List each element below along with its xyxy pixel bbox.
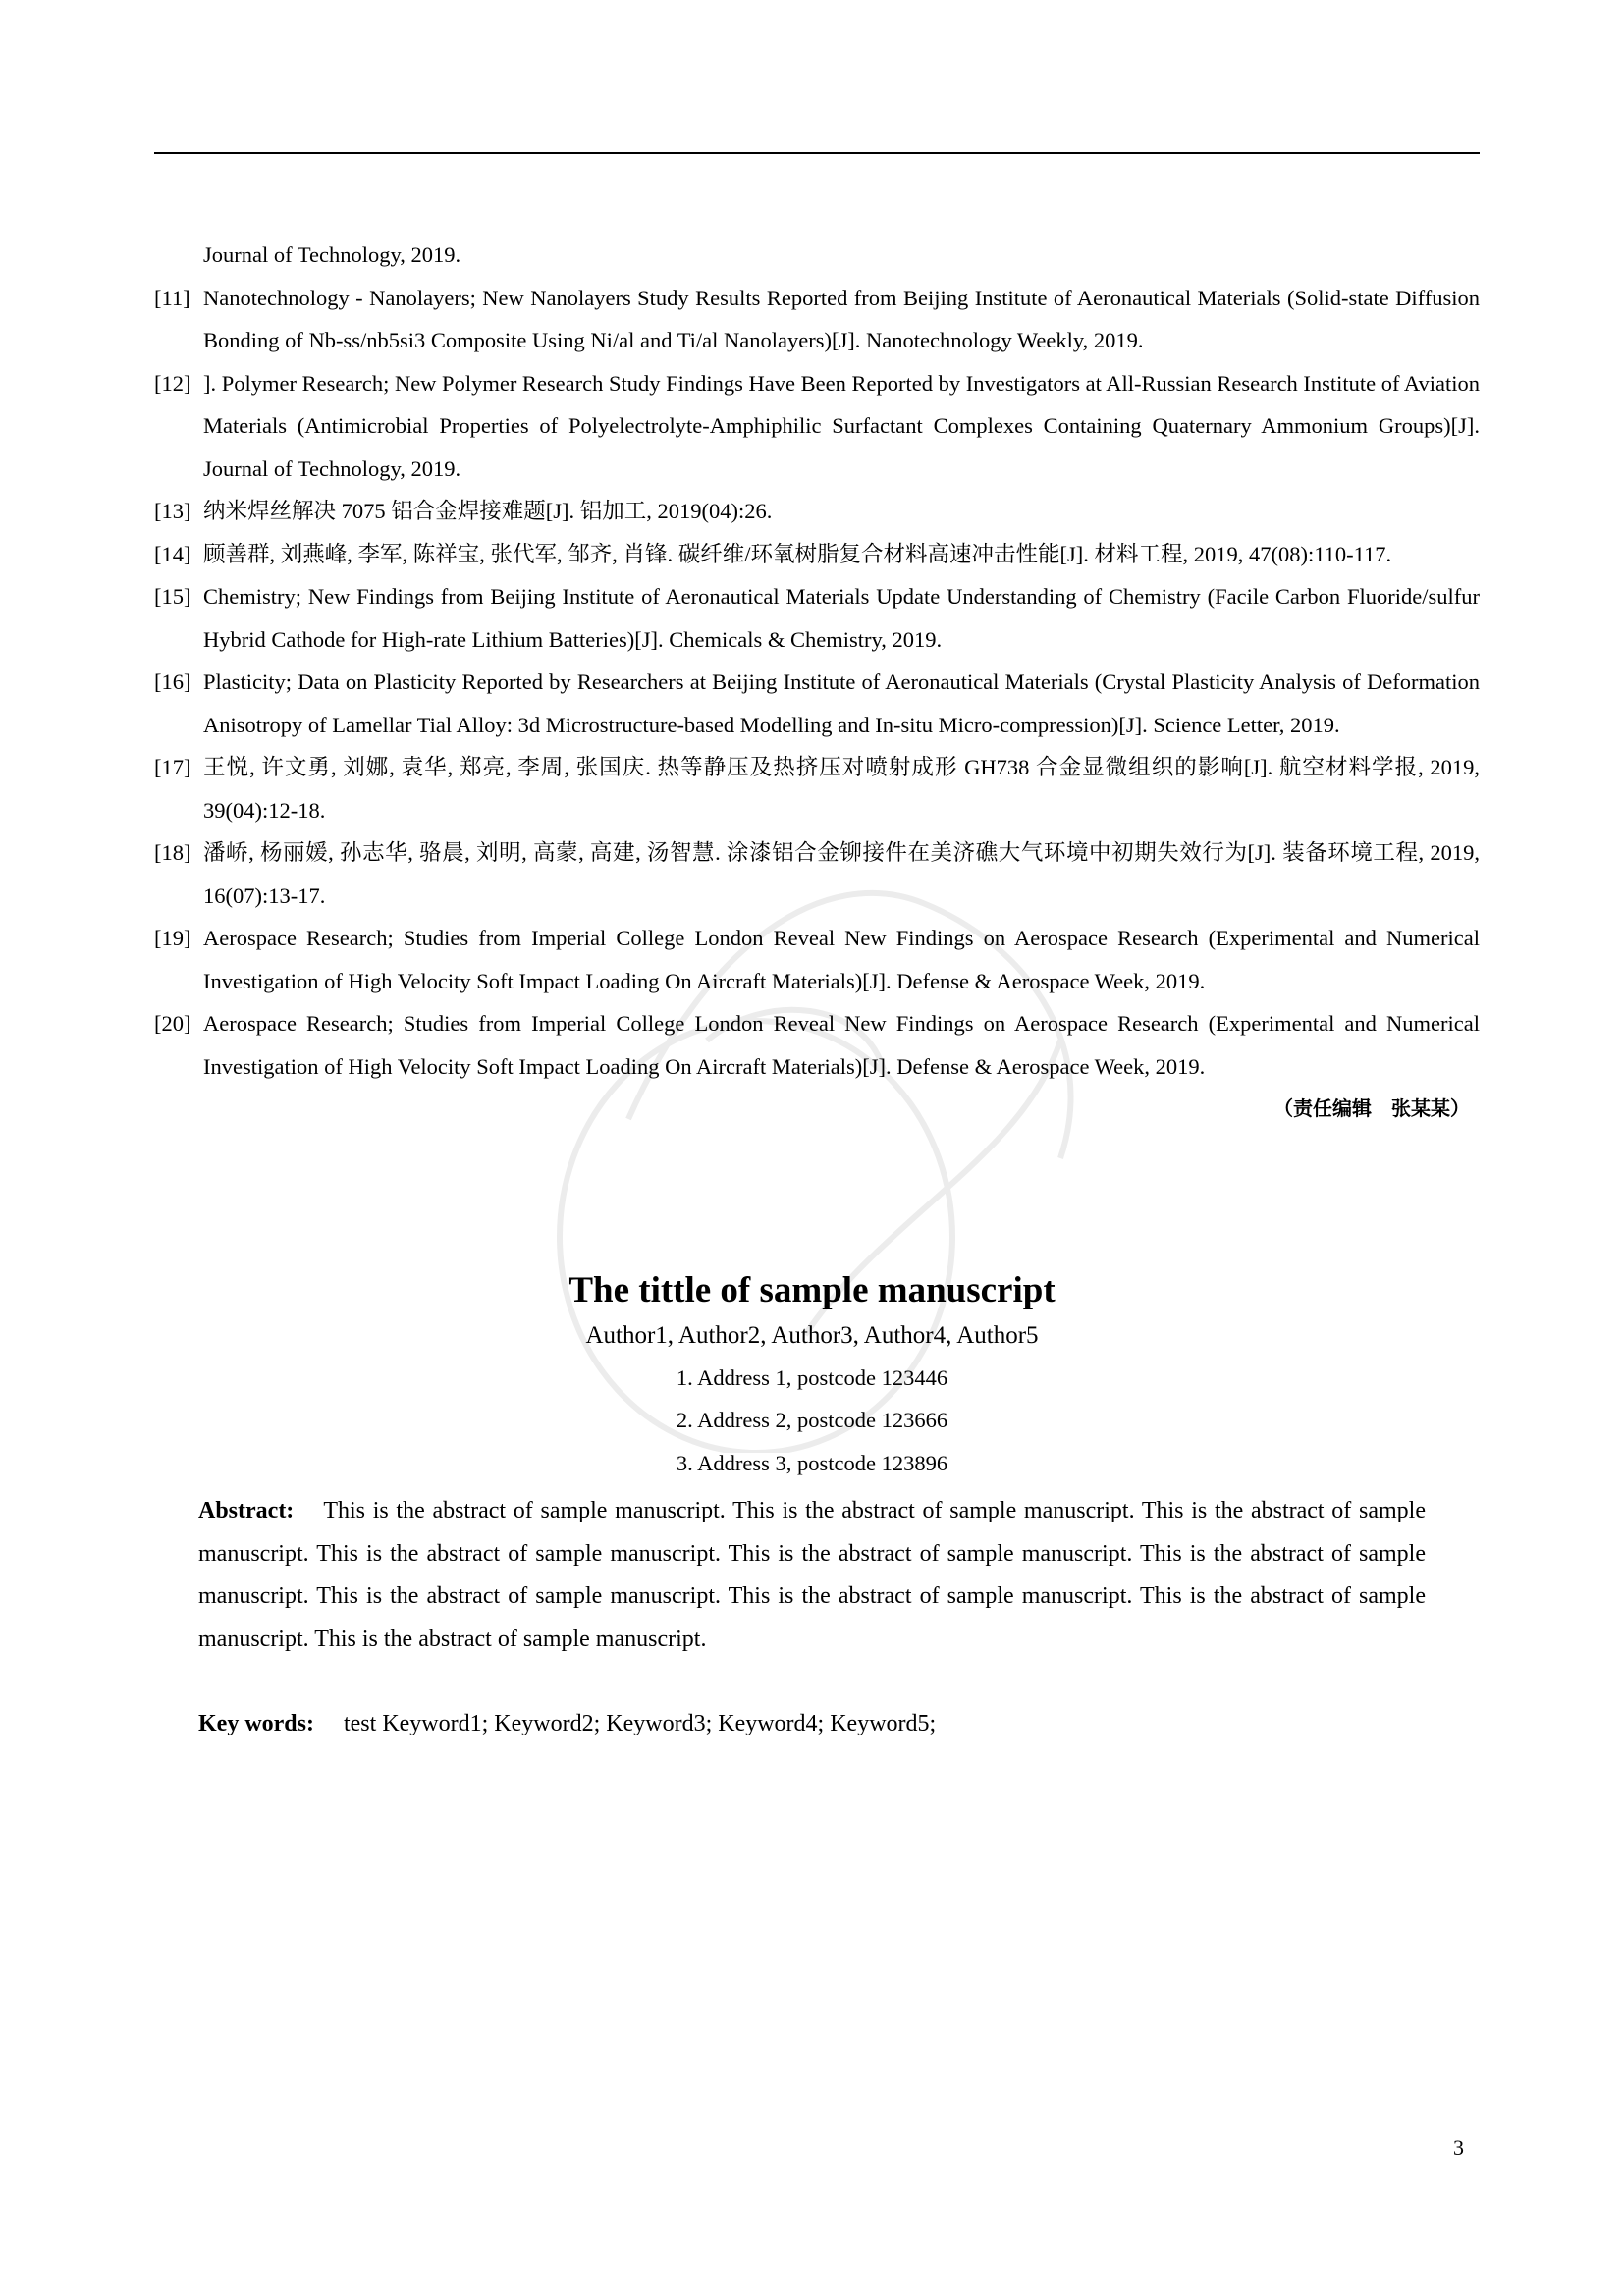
reference-item [154,917,1480,1002]
editor-note: （责任编辑 张某某） [1273,1096,1470,1120]
reference-list [154,234,1480,1131]
keywords-label: Key words: [198,1711,314,1736]
reference-text: ]. Polymer Research; New Polymer Research Study Findings Have Been Reported by Investigators at All-Russian Research Institute of Aviation Materials (Antimicrobial Properties of Polyelectrolyte-Amphiphilic Surfactant Complexes Containing Quaternary Ammonium Groups)[J]. Journal of Technology, 2019. [203,370,1480,481]
address-2: 2. Address 2, postcode 123666 [676,1408,948,1432]
manuscript-authors: Author1, Author2, Author3, Author4, Author5 [585,1322,1039,1349]
reference-number: [20] [154,1011,191,1036]
reference-number: [12] [154,370,191,396]
reference-item [154,533,1480,576]
header-rule [154,152,1480,154]
keywords [198,1703,1426,1746]
reference-item [154,362,1480,491]
reference-number: [16] [154,669,191,694]
reference-item [154,277,1480,362]
reference-text: 顾善群, 刘燕峰, 李军, 陈祥宝, 张代军, 邹齐, 肖锋. 碳纤维/环氧树脂复合材料高速冲击性能[J]. 材料工程, 2019, 47(08):110-117. [203,541,1392,566]
reference-number: [17] [154,755,191,779]
reference-text: Nanotechnology - Nanolayers; New Nanolayers Study Results Reported from Beijing Institute of Aeronautical Materials (Solid-state Diffusion Bonding of Nb-ss/nb5si3 Composite Using Ni/al and Ti/al Nanolayers)[J]. Nanotechnology Weekly, 2019. [203,285,1480,352]
reference-number: [18] [154,840,191,865]
abstract-label: Abstract: [198,1498,295,1523]
reference-item [154,490,1480,533]
reference-text: Chemistry; New Findings from Beijing Institute of Aeronautical Materials Update Understanding of Chemistry (Facile Carbon Fluoride/sulfur Hybrid Cathode for High-rate Lithium Batteries)[J]. Chemicals & Chemistry, 2019. [203,584,1480,652]
reference-text: Aerospace Research; Studies from Imperial College London Reveal New Findings on Aerospace Research (Experimental and Numerical Investigation of High Velocity Soft Impact Loading On Aircraft Materials)[J]. Defense & Aerospace Week, 2019. [203,926,1480,993]
reference-number: [15] [154,584,191,609]
reference-item [154,661,1480,746]
address-3: 3. Address 3, postcode 123896 [676,1451,948,1475]
abstract [198,1490,1426,1661]
reference-number: [19] [154,926,191,950]
reference-text: Plasticity; Data on Plasticity Reported by Researchers at Beijing Institute of Aeronautical Materials (Crystal Plasticity Analysis of Deformation Anisotropy of Lamellar Tial Alloy: 3d Microstructure-based Modelling and In-situ Micro-compression)[J]. Science Letter, 2019. [203,669,1480,737]
keywords-text: test Keyword1; Keyword2; Keyword3; Keyword4; Keyword5; [343,1711,937,1736]
reference-continuation [154,234,1480,277]
reference-continuation-text: Journal of Technology, 2019. [203,242,461,267]
reference-text: 纳米焊丝解决 7075 铝合金焊接难题[J]. 铝加工, 2019(04):26. [203,499,773,523]
page-number: 3 [1453,2135,1464,2160]
reference-number: [13] [154,499,191,523]
reference-item [154,575,1480,661]
reference-text: 潘峤, 杨丽媛, 孙志华, 骆晨, 刘明, 高蒙, 高建, 汤智慧. 涂漆铝合金铆接件在美济礁大气环境中初期失效行为[J]. 装备环境工程, 2019, 16(07):13-17. [203,840,1480,908]
reference-text: 王悦, 许文勇, 刘娜, 袁华, 郑亮, 李周, 张国庆. 热等静压及热挤压对喷射成形 GH738 合金显微组织的影响[J]. 航空材料学报, 2019, 39(04):12-18. [203,755,1480,823]
reference-item [154,831,1480,917]
abstract-text: This is the abstract of sample manuscript. This is the abstract of sample manuscript. This is the abstract of sample manuscript. This is the abstract of sample manuscript. This is the abstract of sample manuscript. This is the abstract of sample manuscript. This is the abstract of sample manuscript. This is the abstract of sample manuscript. This is the abstract of sample manuscript. This is the abstract of sample manuscript. [198,1498,1426,1652]
reference-number: [14] [154,541,191,566]
reference-item [154,1002,1480,1088]
reference-item [154,746,1480,831]
reference-text: Aerospace Research; Studies from Imperial College London Reveal New Findings on Aerospace Research (Experimental and Numerical Investigation of High Velocity Soft Impact Loading On Aircraft Materials)[J]. Defense & Aerospace Week, 2019. [203,1011,1480,1079]
manuscript-title: The tittle of sample manuscript [568,1270,1056,1310]
reference-number: [11] [154,285,190,310]
address-1: 1. Address 1, postcode 123446 [676,1365,948,1390]
